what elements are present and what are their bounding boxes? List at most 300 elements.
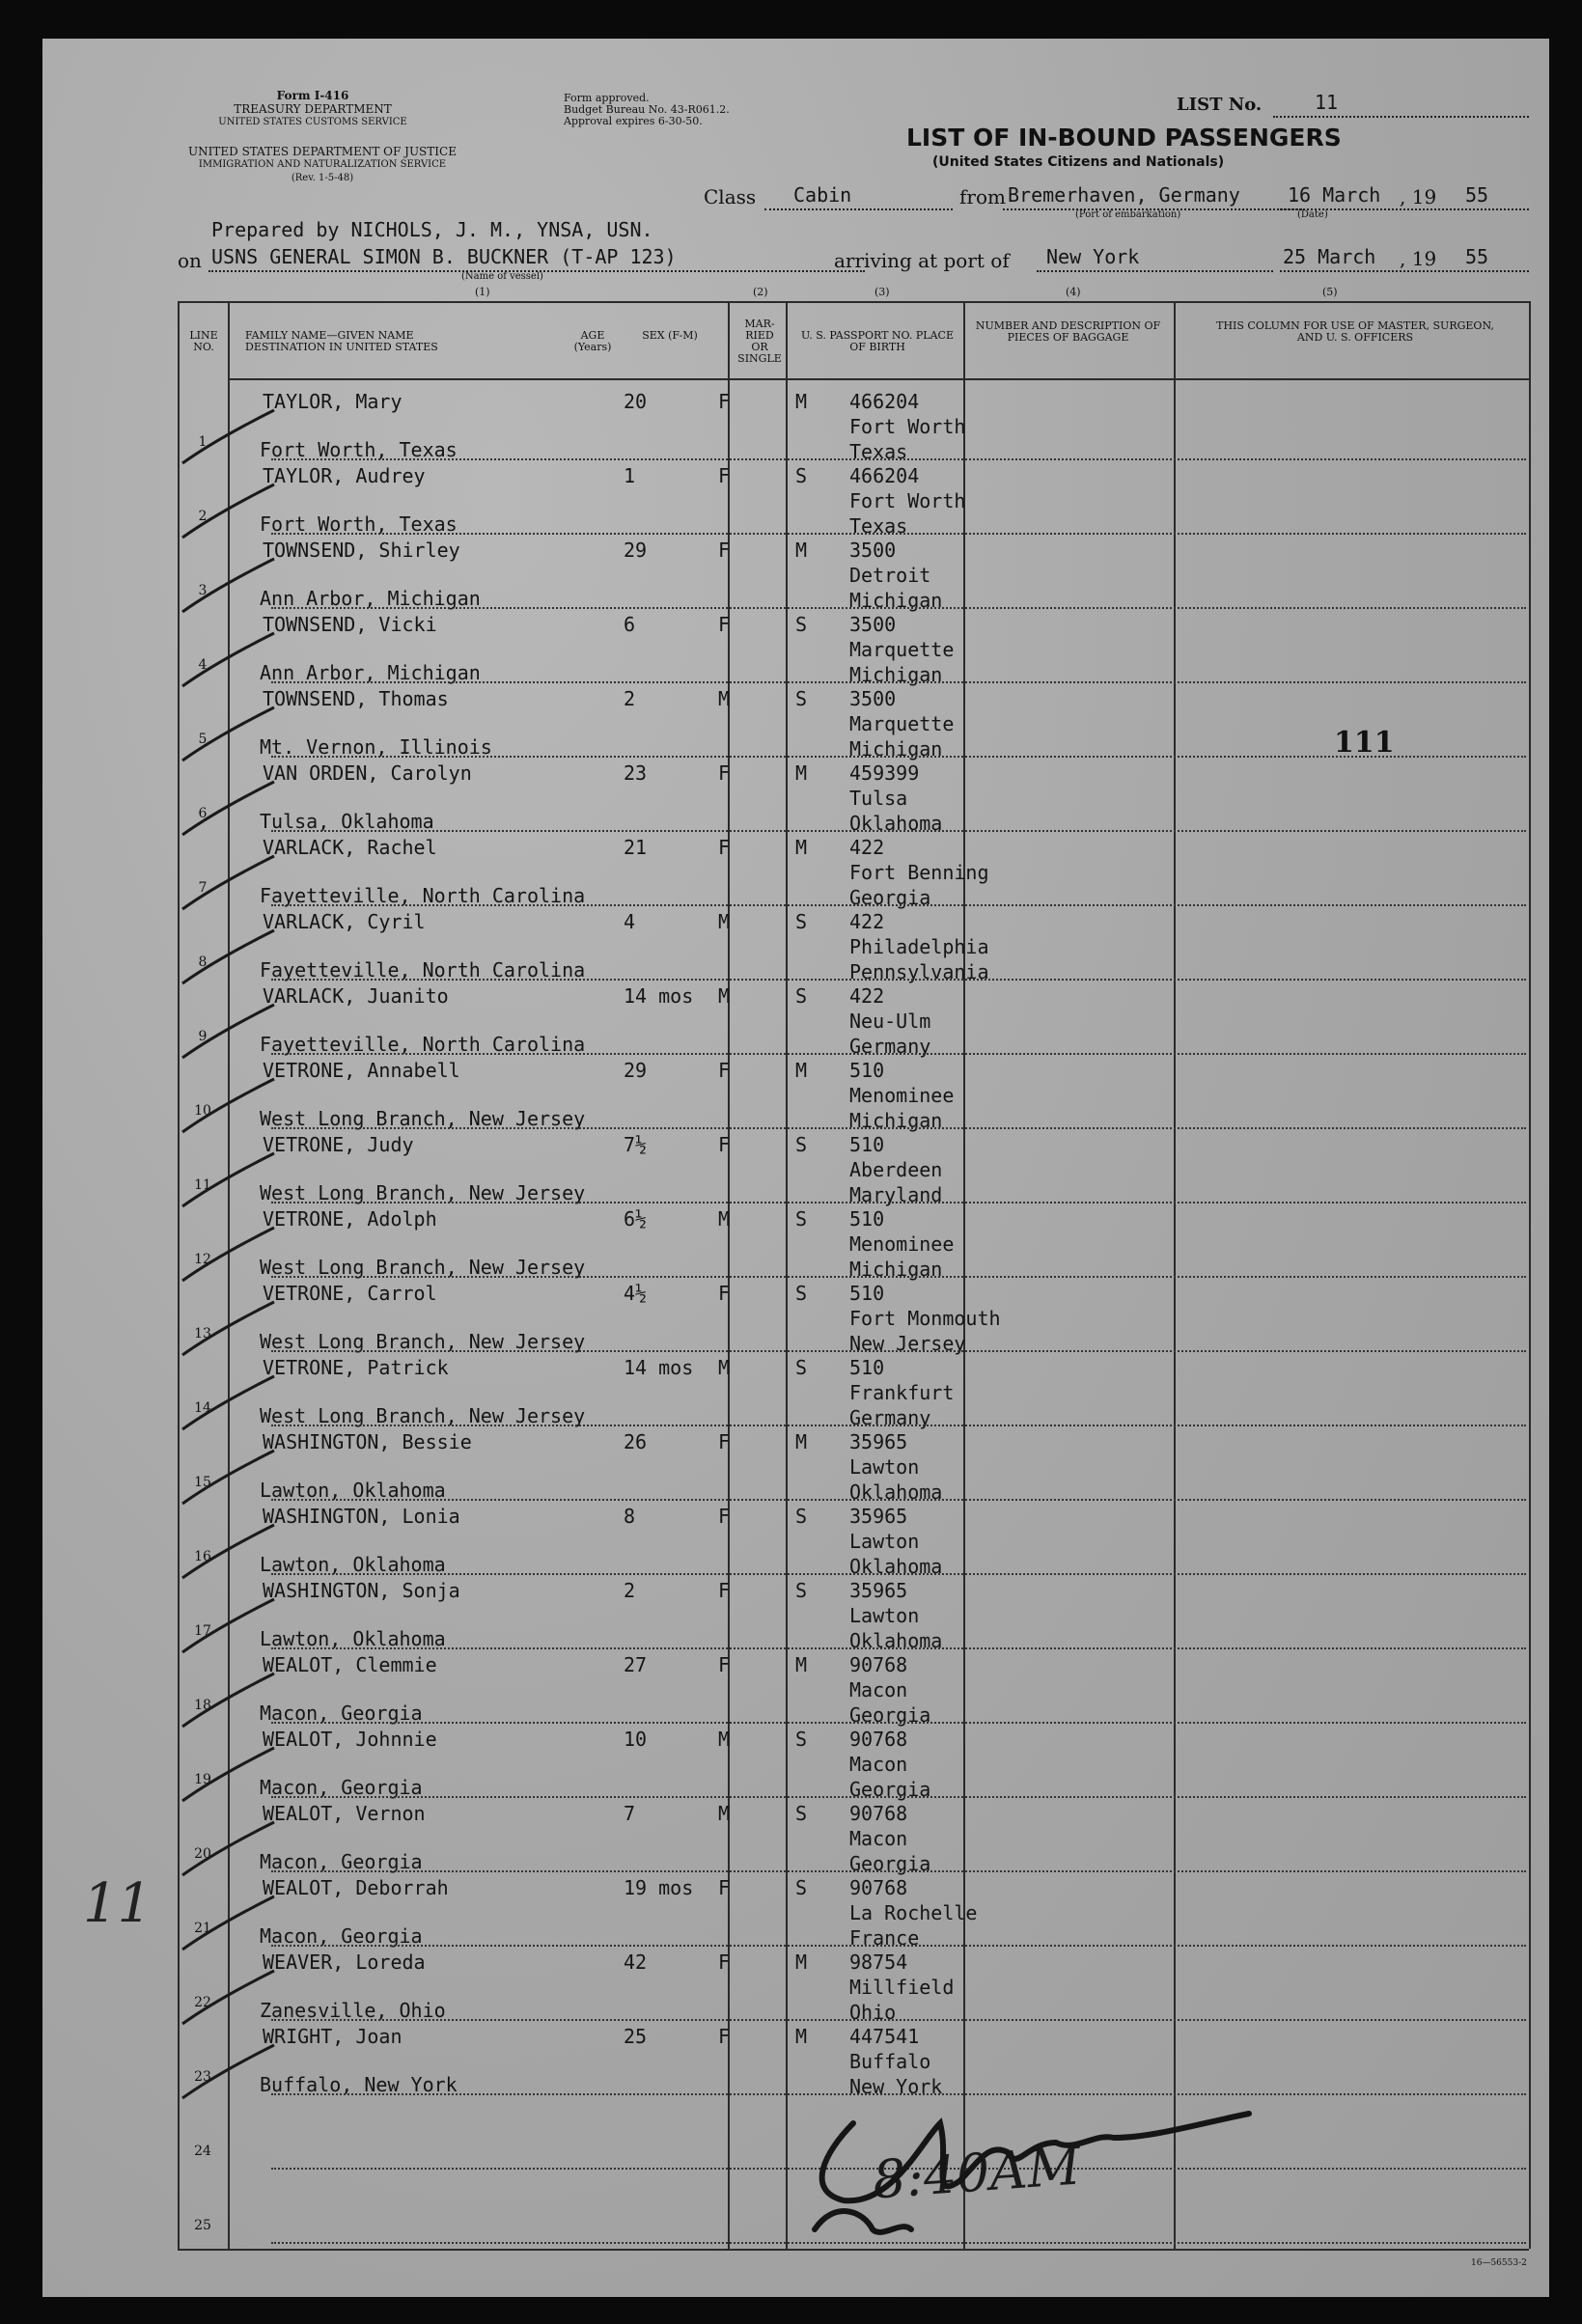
passenger-marital-status: M <box>795 1653 808 1676</box>
passport-number: 510 <box>849 1059 885 1082</box>
col-num: (3) <box>874 286 890 298</box>
passenger-sex: F <box>718 539 731 562</box>
col-num: (5) <box>1322 286 1338 298</box>
row-rule <box>271 1202 1526 1204</box>
check-mark <box>178 1966 284 2034</box>
line-number: 7 <box>198 880 208 896</box>
passport-number: 422 <box>849 910 885 933</box>
passenger-marital-status: S <box>795 1282 808 1305</box>
table-bottom-rule <box>178 2249 1529 2251</box>
birth-state: Michigan <box>849 663 943 686</box>
passenger-age: 27 <box>624 1653 648 1676</box>
passenger-marital-status: M <box>795 539 808 562</box>
page-subtitle: (United States Citizens and Nationals) <box>932 154 1225 170</box>
birth-place: Millfield <box>849 1976 955 1999</box>
passenger-destination: Macon, Georgia <box>260 1702 423 1725</box>
arrival-port: New York <box>1046 245 1140 268</box>
passenger-age: 10 <box>624 1728 648 1751</box>
customs-label: UNITED STATES CUSTOMS SERVICE <box>218 117 407 127</box>
birth-state: New Jersey <box>849 1332 966 1355</box>
passenger-sex: F <box>718 1505 731 1528</box>
passenger-name: TAYLOR, Mary <box>263 390 402 413</box>
passenger-age: 7½ <box>624 1133 648 1156</box>
birth-place: Marquette <box>849 638 955 661</box>
birth-place: Fort Worth <box>849 489 966 512</box>
line-number: 21 <box>194 1921 211 1936</box>
passenger-destination: West Long Branch, New Jersey <box>260 1330 586 1353</box>
col-header-officers: THIS COLUMN FOR USE OF MASTER, SURGEON, AND U. S. OFFICERS <box>1216 319 1494 344</box>
birth-place: Tulsa <box>849 787 908 810</box>
birth-place: Macon <box>849 1827 908 1850</box>
col-num: (1) <box>475 286 490 298</box>
birth-state: Michigan <box>849 737 943 761</box>
row-rule <box>271 830 1526 832</box>
row-rule <box>271 1350 1526 1352</box>
check-mark <box>178 851 284 919</box>
passenger-marital-status: S <box>795 1802 808 1825</box>
passport-number: 510 <box>849 1133 885 1156</box>
line-number: 5 <box>198 732 208 747</box>
birth-place: Aberdeen <box>849 1158 943 1181</box>
justice-block <box>158 145 486 185</box>
col-header-line: LINE NO. <box>189 329 218 353</box>
birth-state: Ohio <box>849 2001 897 2024</box>
birth-place: Fort Monmouth <box>849 1307 1001 1330</box>
col-header-passport: U. S. PASSPORT NO. PLACE OF BIRTH <box>800 329 955 353</box>
birth-state: Georgia <box>849 1778 931 1801</box>
birth-state: Maryland <box>849 1183 943 1206</box>
passenger-sex: F <box>718 836 731 859</box>
passenger-age: 19 mos <box>624 1876 694 1899</box>
line-number: 25 <box>194 2218 211 2233</box>
birth-state: France <box>849 1926 920 1950</box>
manifest-sheet <box>42 39 1549 2297</box>
passenger-name: WEAVER, Loreda <box>263 1950 426 1974</box>
check-mark <box>178 628 284 696</box>
approval-expires: Approval expires 6-30-50. <box>564 115 703 127</box>
arrival-date-underline <box>1280 270 1529 272</box>
line-number: 17 <box>194 1623 211 1639</box>
passenger-sex: M <box>718 984 731 1008</box>
passenger-sex: M <box>718 910 731 933</box>
passenger-sex: M <box>718 687 731 710</box>
birth-place: Fort Benning <box>849 861 989 884</box>
birth-place: Neu-Ulm <box>849 1010 931 1033</box>
passenger-age: 29 <box>624 539 648 562</box>
passenger-sex: M <box>718 1728 731 1751</box>
check-mark <box>178 1892 284 1959</box>
col-rule <box>1174 301 1176 2249</box>
check-mark <box>178 1446 284 1513</box>
row-rule <box>271 1870 1526 1872</box>
row-rule <box>271 1053 1526 1055</box>
line-number: 20 <box>194 1846 211 1862</box>
passenger-destination: West Long Branch, New Jersey <box>260 1404 586 1427</box>
vessel-caption: (Name of vessel) <box>461 271 543 282</box>
passport-number: 510 <box>849 1207 885 1231</box>
passenger-name: VETRONE, Annabell <box>263 1059 460 1082</box>
passenger-destination: Fayetteville, North Carolina <box>260 958 586 982</box>
passport-number: 510 <box>849 1356 885 1379</box>
col-num: (2) <box>753 286 768 298</box>
line-number: 1 <box>198 434 208 450</box>
row-rule <box>271 1573 1526 1575</box>
passenger-marital-status: S <box>795 984 808 1008</box>
passenger-age: 2 <box>624 1579 636 1602</box>
passenger-name: TOWNSEND, Thomas <box>263 687 449 710</box>
line-number: 8 <box>198 954 208 970</box>
row-rule <box>271 904 1526 906</box>
passenger-marital-status: S <box>795 613 808 636</box>
passenger-marital-status: S <box>795 1728 808 1751</box>
line-number: 6 <box>198 806 208 821</box>
rev-label: (Rev. 1-5-48) <box>291 173 354 183</box>
passenger-name: VARLACK, Cyril <box>263 910 426 933</box>
birth-state: Oklahoma <box>849 1480 943 1504</box>
passport-number: 90768 <box>849 1653 908 1676</box>
birth-state: Michigan <box>849 1258 943 1281</box>
form-code: 16—56553-2 <box>1471 2258 1527 2268</box>
line-number: 10 <box>194 1103 211 1119</box>
arrival-year-prefix: , 19 <box>1400 247 1437 270</box>
row-rule <box>271 1796 1526 1798</box>
birth-place: Menominee <box>849 1232 955 1256</box>
passenger-sex: M <box>718 1207 731 1231</box>
passenger-sex: M <box>718 1356 731 1379</box>
class-underline <box>764 208 953 210</box>
passenger-marital-status: M <box>795 1059 808 1082</box>
list-no-underline <box>1273 116 1529 118</box>
check-mark <box>178 1000 284 1067</box>
birth-state: Germany <box>849 1035 931 1058</box>
arrival-year: 55 <box>1465 245 1489 268</box>
passenger-name: WRIGHT, Joan <box>263 2025 402 2048</box>
passenger-sex: F <box>718 1059 731 1082</box>
row-rule <box>271 1647 1526 1649</box>
passport-number: 510 <box>849 1282 885 1305</box>
check-mark <box>178 1223 284 1290</box>
birth-place: Fort Worth <box>849 415 966 438</box>
passenger-name: WASHINGTON, Lonia <box>263 1505 460 1528</box>
passenger-marital-status: S <box>795 1207 808 1231</box>
birth-state: Texas <box>849 440 908 463</box>
from-label: from <box>959 185 1006 208</box>
col-num: (4) <box>1066 286 1081 298</box>
birth-place: Macon <box>849 1753 908 1776</box>
passenger-name: WEALOT, Clemmie <box>263 1653 437 1676</box>
passenger-age: 42 <box>624 1950 648 1974</box>
birth-state: Michigan <box>849 1109 943 1132</box>
check-mark <box>178 405 284 473</box>
passport-number: 35965 <box>849 1505 908 1528</box>
birth-place: Buffalo <box>849 2050 931 2073</box>
birth-place: La Rochelle <box>849 1901 978 1924</box>
line-number: 2 <box>198 509 208 524</box>
col-rule <box>1529 301 1531 2249</box>
check-mark <box>178 703 284 770</box>
embarkation-port: Bremerhaven, Germany <box>1008 183 1240 207</box>
passenger-age: 1 <box>624 464 636 487</box>
passenger-age: 20 <box>624 390 648 413</box>
passenger-sex: F <box>718 1950 731 1974</box>
line-number: 9 <box>198 1029 208 1044</box>
check-mark <box>178 554 284 622</box>
birth-state: Georgia <box>849 886 931 909</box>
check-mark <box>178 1743 284 1811</box>
passenger-name: VETRONE, Adolph <box>263 1207 437 1231</box>
birth-state: Georgia <box>849 1703 931 1727</box>
form-id: Form I-416 <box>276 89 349 102</box>
passenger-marital-status: S <box>795 1356 808 1379</box>
line-number: 4 <box>198 657 208 673</box>
passenger-name: WASHINGTON, Sonja <box>263 1579 460 1602</box>
passenger-age: 4½ <box>624 1282 648 1305</box>
birth-state: Oklahoma <box>849 1555 943 1578</box>
passport-number: 466204 <box>849 464 920 487</box>
passenger-marital-status: S <box>795 1876 808 1899</box>
passenger-destination: Lawton, Oklahoma <box>260 1553 446 1576</box>
line-number: 23 <box>194 2069 211 2085</box>
col-header-name: FAMILY NAME—GIVEN NAME DESTINATION IN UNITED STATES <box>245 329 438 353</box>
row-rule <box>271 1276 1526 1278</box>
passenger-destination: Lawton, Oklahoma <box>260 1479 446 1502</box>
passenger-name: VETRONE, Judy <box>263 1133 414 1156</box>
line-number: 16 <box>194 1549 211 1564</box>
embarkation-caption: (Port of embarkation) <box>1075 209 1181 220</box>
passenger-age: 23 <box>624 761 648 785</box>
passenger-sex: M <box>718 1802 731 1825</box>
col-header-baggage: NUMBER AND DESCRIPTION OF PIECES OF BAGGAGE <box>975 319 1161 344</box>
line-number: 24 <box>194 2144 211 2159</box>
officer-mark: 111 <box>1334 726 1395 760</box>
passenger-sex: F <box>718 1579 731 1602</box>
passenger-destination: Fort Worth, Texas <box>260 438 458 461</box>
passenger-age: 14 mos <box>624 1356 694 1379</box>
passport-number: 447541 <box>849 2025 920 2048</box>
check-mark <box>178 1074 284 1142</box>
passenger-sex: F <box>718 613 731 636</box>
passenger-age: 6 <box>624 613 636 636</box>
passport-number: 35965 <box>849 1430 908 1453</box>
birth-state: Oklahoma <box>849 812 943 835</box>
birth-state: Georgia <box>849 1852 931 1875</box>
birth-state: Michigan <box>849 589 943 612</box>
birth-state: Oklahoma <box>849 1629 943 1652</box>
passenger-destination: Macon, Georgia <box>260 1850 423 1873</box>
row-rule <box>271 1945 1526 1947</box>
line-number: 15 <box>194 1475 211 1490</box>
row-rule <box>271 681 1526 683</box>
birth-place: Lawton <box>849 1604 920 1627</box>
row-rule <box>271 2019 1526 2021</box>
passport-number: 90768 <box>849 1802 908 1825</box>
passenger-age: 7 <box>624 1802 636 1825</box>
check-mark <box>178 1594 284 1662</box>
passenger-age: 4 <box>624 910 636 933</box>
passenger-sex: F <box>718 1430 731 1453</box>
line-number: 14 <box>194 1400 211 1416</box>
inspector-signature <box>786 2085 1288 2249</box>
passenger-destination: Ann Arbor, Michigan <box>260 661 481 684</box>
passenger-age: 21 <box>624 836 648 859</box>
row-rule <box>271 1722 1526 1724</box>
passenger-name: VAN ORDEN, Carolyn <box>263 761 472 785</box>
class-label: Class <box>704 185 757 208</box>
row-rule <box>271 1499 1526 1501</box>
passenger-destination: Lawton, Oklahoma <box>260 1627 446 1650</box>
row-rule <box>271 458 1526 460</box>
passenger-age: 25 <box>624 2025 648 2048</box>
passenger-sex: F <box>718 390 731 413</box>
passenger-sex: F <box>718 1876 731 1899</box>
row-rule <box>271 979 1526 981</box>
passenger-age: 2 <box>624 687 636 710</box>
col-header-sex: SEX (F-M) <box>642 329 698 342</box>
birth-place: Macon <box>849 1678 908 1702</box>
passenger-sex: F <box>718 2025 731 2048</box>
header-rule <box>228 378 1529 380</box>
list-no-label: LIST No. <box>1177 95 1263 115</box>
passenger-name: WEALOT, Vernon <box>263 1802 426 1825</box>
passenger-destination: Fayetteville, North Carolina <box>260 884 586 907</box>
embarkation-year: 55 <box>1465 183 1489 207</box>
passenger-destination: Macon, Georgia <box>260 1776 423 1799</box>
passenger-marital-status: S <box>795 1579 808 1602</box>
birth-place: Frankfurt <box>849 1381 955 1404</box>
line-number: 11 <box>194 1177 211 1193</box>
passport-number: 98754 <box>849 1950 908 1974</box>
check-mark <box>178 1148 284 1216</box>
arrival-date: 25 March <box>1283 245 1376 268</box>
passenger-destination: Fort Worth, Texas <box>260 512 458 536</box>
col-rule <box>963 301 965 2249</box>
passenger-destination: Buffalo, New York <box>260 2073 458 2096</box>
passenger-marital-status: S <box>795 464 808 487</box>
passport-number: 90768 <box>849 1728 908 1751</box>
birth-place: Detroit <box>849 564 931 587</box>
line-number: 3 <box>198 583 208 598</box>
passenger-destination: West Long Branch, New Jersey <box>260 1181 586 1204</box>
passport-number: 422 <box>849 984 885 1008</box>
passenger-name: WEALOT, Deborrah <box>263 1876 449 1899</box>
justice-label: UNITED STATES DEPARTMENT OF JUSTICE <box>188 145 457 158</box>
table-top-rule <box>178 301 1529 303</box>
agency-block <box>168 89 458 129</box>
passenger-age: 26 <box>624 1430 648 1453</box>
row-rule <box>271 607 1526 609</box>
check-mark <box>178 777 284 844</box>
treasury-label: TREASURY DEPARTMENT <box>234 102 392 116</box>
passport-number: 422 <box>849 836 885 859</box>
ins-label: IMMIGRATION AND NATURALIZATION SERVICE <box>198 159 447 170</box>
check-mark <box>178 1297 284 1365</box>
passenger-marital-status: M <box>795 836 808 859</box>
on-label: on <box>178 249 202 272</box>
passport-number: 3500 <box>849 539 897 562</box>
passenger-marital-status: S <box>795 1505 808 1528</box>
passenger-marital-status: M <box>795 2025 808 2048</box>
margin-mark: 11 <box>83 1872 153 1935</box>
passenger-sex: F <box>718 464 731 487</box>
passenger-marital-status: M <box>795 1430 808 1453</box>
passenger-name: VETRONE, Carrol <box>263 1282 437 1305</box>
passport-number: 90768 <box>849 1876 908 1899</box>
passenger-sex: F <box>718 761 731 785</box>
passenger-name: TOWNSEND, Vicki <box>263 613 437 636</box>
passenger-marital-status: M <box>795 1950 808 1974</box>
passenger-name: VETRONE, Patrick <box>263 1356 449 1379</box>
passenger-destination: Mt. Vernon, Illinois <box>260 735 492 759</box>
line-number: 19 <box>194 1772 211 1787</box>
arriving-label: arriving at port of <box>834 249 1010 272</box>
passenger-marital-status: S <box>795 910 808 933</box>
passenger-destination: Tulsa, Oklahoma <box>260 810 434 833</box>
passenger-marital-status: S <box>795 1133 808 1156</box>
page-title: LIST OF IN-BOUND PASSENGERS <box>906 124 1342 152</box>
passenger-marital-status: S <box>795 687 808 710</box>
birth-place: Lawton <box>849 1530 920 1553</box>
check-mark <box>178 480 284 547</box>
date-caption: (Date) <box>1297 209 1328 220</box>
row-rule <box>271 1425 1526 1426</box>
birth-place: Marquette <box>849 712 955 735</box>
passenger-name: WASHINGTON, Bessie <box>263 1430 472 1453</box>
line-number: 18 <box>194 1698 211 1713</box>
check-mark <box>178 1520 284 1588</box>
passenger-name: VARLACK, Rachel <box>263 836 437 859</box>
embarkation-date: 16 March <box>1288 183 1381 207</box>
passenger-name: VARLACK, Juanito <box>263 984 449 1008</box>
passenger-destination: Zanesville, Ohio <box>260 1999 446 2022</box>
passenger-name: WEALOT, Johnnie <box>263 1728 437 1751</box>
vessel-name: USNS GENERAL SIMON B. BUCKNER (T-AP 123) <box>211 245 677 268</box>
passport-number: 35965 <box>849 1579 908 1602</box>
line-number: 12 <box>194 1252 211 1267</box>
passenger-age: 6½ <box>624 1207 648 1231</box>
line-number: 22 <box>194 1995 211 2010</box>
passenger-sex: F <box>718 1133 731 1156</box>
passenger-destination: West Long Branch, New Jersey <box>260 1107 586 1130</box>
col-header-married: MAR- RIED OR SINGLE <box>737 318 782 365</box>
check-mark <box>178 1669 284 1736</box>
passport-number: 3500 <box>849 613 897 636</box>
passenger-age: 8 <box>624 1505 636 1528</box>
class-value: Cabin <box>793 183 852 207</box>
inspector-time-note: 8:40AM <box>871 2135 1083 2211</box>
passenger-name: TAYLOR, Audrey <box>263 464 426 487</box>
passenger-sex: F <box>718 1282 731 1305</box>
birth-state: Pennsylvania <box>849 960 989 983</box>
birth-place: Menominee <box>849 1084 955 1107</box>
row-rule <box>271 533 1526 535</box>
passenger-destination: Ann Arbor, Michigan <box>260 587 481 610</box>
passenger-age: 14 mos <box>624 984 694 1008</box>
budget-no: Budget Bureau No. 43-R061.2. <box>564 103 730 116</box>
check-mark <box>178 2040 284 2108</box>
passenger-destination: Fayetteville, North Carolina <box>260 1033 586 1056</box>
col-header-age: AGE (Years) <box>573 329 612 353</box>
birth-state: New York <box>849 2075 943 2098</box>
passport-number: 459399 <box>849 761 920 785</box>
passport-number: 3500 <box>849 687 897 710</box>
birth-place: Lawton <box>849 1455 920 1479</box>
check-mark <box>178 1371 284 1439</box>
birth-state: Texas <box>849 514 908 538</box>
check-mark <box>178 926 284 993</box>
birth-place: Philadelphia <box>849 935 989 958</box>
passport-number: 466204 <box>849 390 920 413</box>
year-prefix: , 19 <box>1400 185 1437 208</box>
